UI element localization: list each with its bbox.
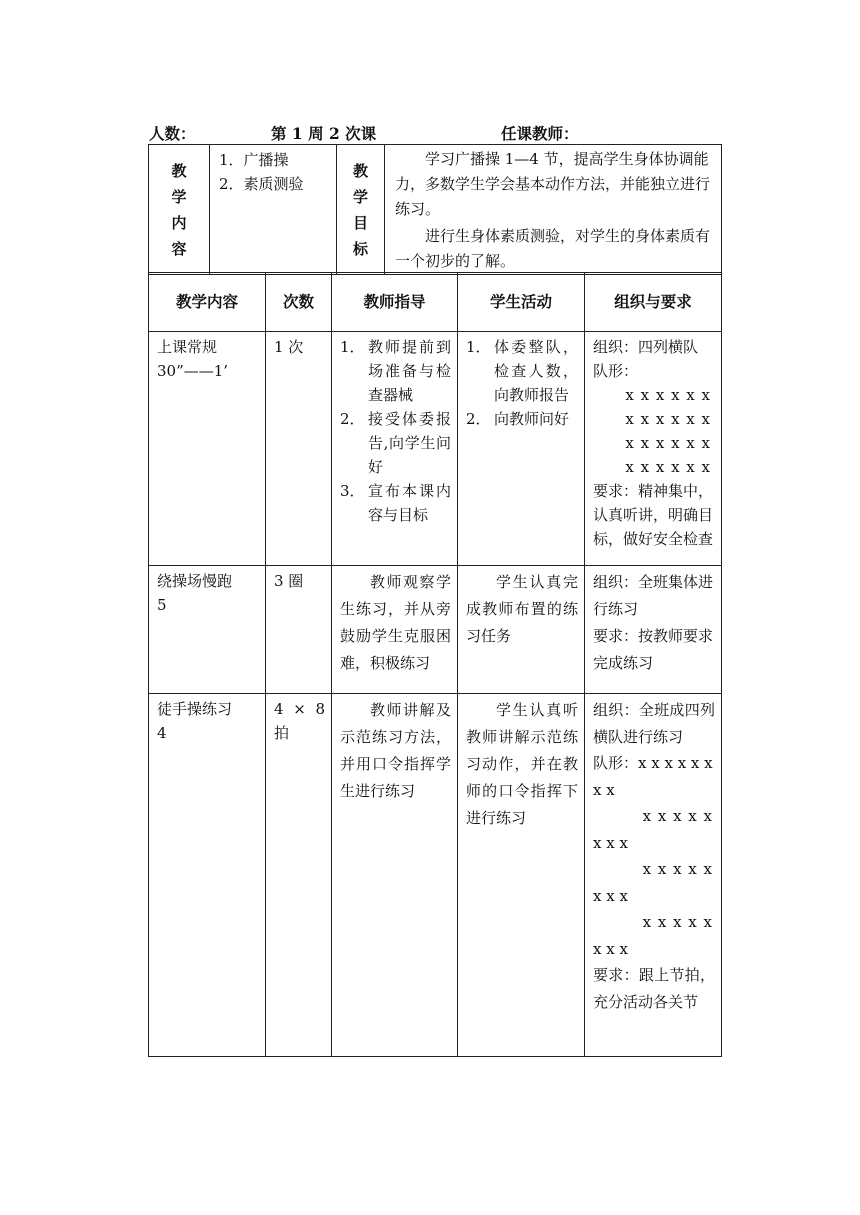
table-row — [149, 566, 722, 694]
table-row — [149, 332, 722, 566]
row-times: 3 圈 — [266, 566, 332, 694]
list-item: 1． 教师提前到场准备与检查器械 — [340, 338, 451, 404]
row-teacher-guidance — [332, 332, 458, 566]
formation-row: x x x x x x — [625, 458, 711, 476]
goal-label: 教 学 目 标 — [337, 145, 385, 275]
week-lesson-label: 第 1 周 2 次课 — [271, 124, 377, 143]
column-header: 次数 — [266, 273, 332, 332]
content-item: 1．广播操 — [219, 151, 289, 169]
content-items — [210, 145, 337, 275]
row-student-activity — [458, 332, 585, 566]
row-times: 1 次 — [266, 332, 332, 566]
row-student-activity: 学生认真完成教师布置的练习任务 — [458, 566, 585, 694]
student-count-label: 人数： — [149, 124, 196, 143]
formation-tail: x x x — [593, 833, 628, 852]
formation-row: x x x x x x — [625, 386, 711, 404]
formation-tail: x x x — [593, 886, 628, 905]
formation-row: x x x x x x — [625, 434, 711, 452]
teacher-label: 任课教师： — [501, 124, 579, 143]
content-item: 2．素质测验 — [219, 175, 304, 193]
formation-row: x x x x x — [642, 807, 713, 825]
row-student-activity: 学生认真听教师讲解示范练习动作，并在教师的口令指挥下进行练习 — [458, 694, 585, 1057]
row-content: 徒手操练习 4 — [149, 694, 266, 1057]
formation-tail: x x x — [593, 939, 628, 958]
formation-row: x x x x x — [642, 913, 713, 931]
table-header-row — [149, 273, 722, 332]
row-content: 上课常规 30”——1’ — [149, 332, 266, 566]
row-content: 绕操场慢跑 5 — [149, 566, 266, 694]
column-header: 教师指导 — [332, 273, 458, 332]
lesson-plan-table — [148, 272, 722, 1057]
goal-text — [385, 145, 722, 275]
content-label: 教 学 内 容 — [149, 145, 210, 275]
requirement-text: 要求：精神集中，认真听讲，明确目标，做好安全检查 — [593, 482, 714, 548]
table-row — [149, 694, 722, 1057]
formation-tail: x x — [593, 780, 615, 799]
row-organization: 组织：全班成四列横队进行练习 队形：x x x x x x x x x x x x x x x x x x x x x x x x x x x x x x x x 要求：跟上节拍，充分活动各关节 — [585, 694, 722, 1057]
row-times: 4 × 8 拍 — [266, 694, 332, 1057]
list-item: 2． 接受体委报告,向学生问好 — [340, 410, 451, 476]
lesson-overview-table — [148, 144, 722, 275]
row-organization: 组织：全班集体进行练习 要求：按教师要求完成练习 — [585, 566, 722, 694]
header — [149, 122, 721, 144]
goal-paragraph: 进行生身体素质测验，对学生的身体素质有一个初步的了解。 — [395, 227, 711, 270]
column-header: 学生活动 — [458, 273, 585, 332]
requirement-text: 要求：跟上节拍，充分活动各关节 — [593, 966, 715, 1011]
column-header: 教学内容 — [149, 273, 266, 332]
row-teacher-guidance: 教师观察学生练习，并从旁鼓励学生克服困难，积极练习 — [332, 566, 458, 694]
column-header: 组织与要求 — [585, 273, 722, 332]
list-item: 2． 向教师问好 — [466, 410, 570, 428]
list-item: 1． 体委整队，检查人数，向教师报告 — [466, 338, 578, 404]
row-organization: 组织：四列横队 队形： x x x x x x x x x x x x x x x x x x x x x x x x 要求：精神集中，认真听讲，明确目标，做好安全检查 — [585, 332, 722, 566]
formation-row: x x x x x x — [625, 410, 711, 428]
formation-row: x x x x x — [642, 860, 713, 878]
list-item: 3． 宣布本课内容与目标 — [340, 482, 451, 524]
goal-paragraph: 学习广播操 1—4 节，提高学生身体协调能力，多数学生学会基本动作方法，并能独立进行练习。 — [395, 150, 711, 218]
row-teacher-guidance: 教师讲解及示范练习方法，并用口令指挥学生进行练习 — [332, 694, 458, 1057]
formation-row: x x x x x x — [638, 754, 713, 772]
